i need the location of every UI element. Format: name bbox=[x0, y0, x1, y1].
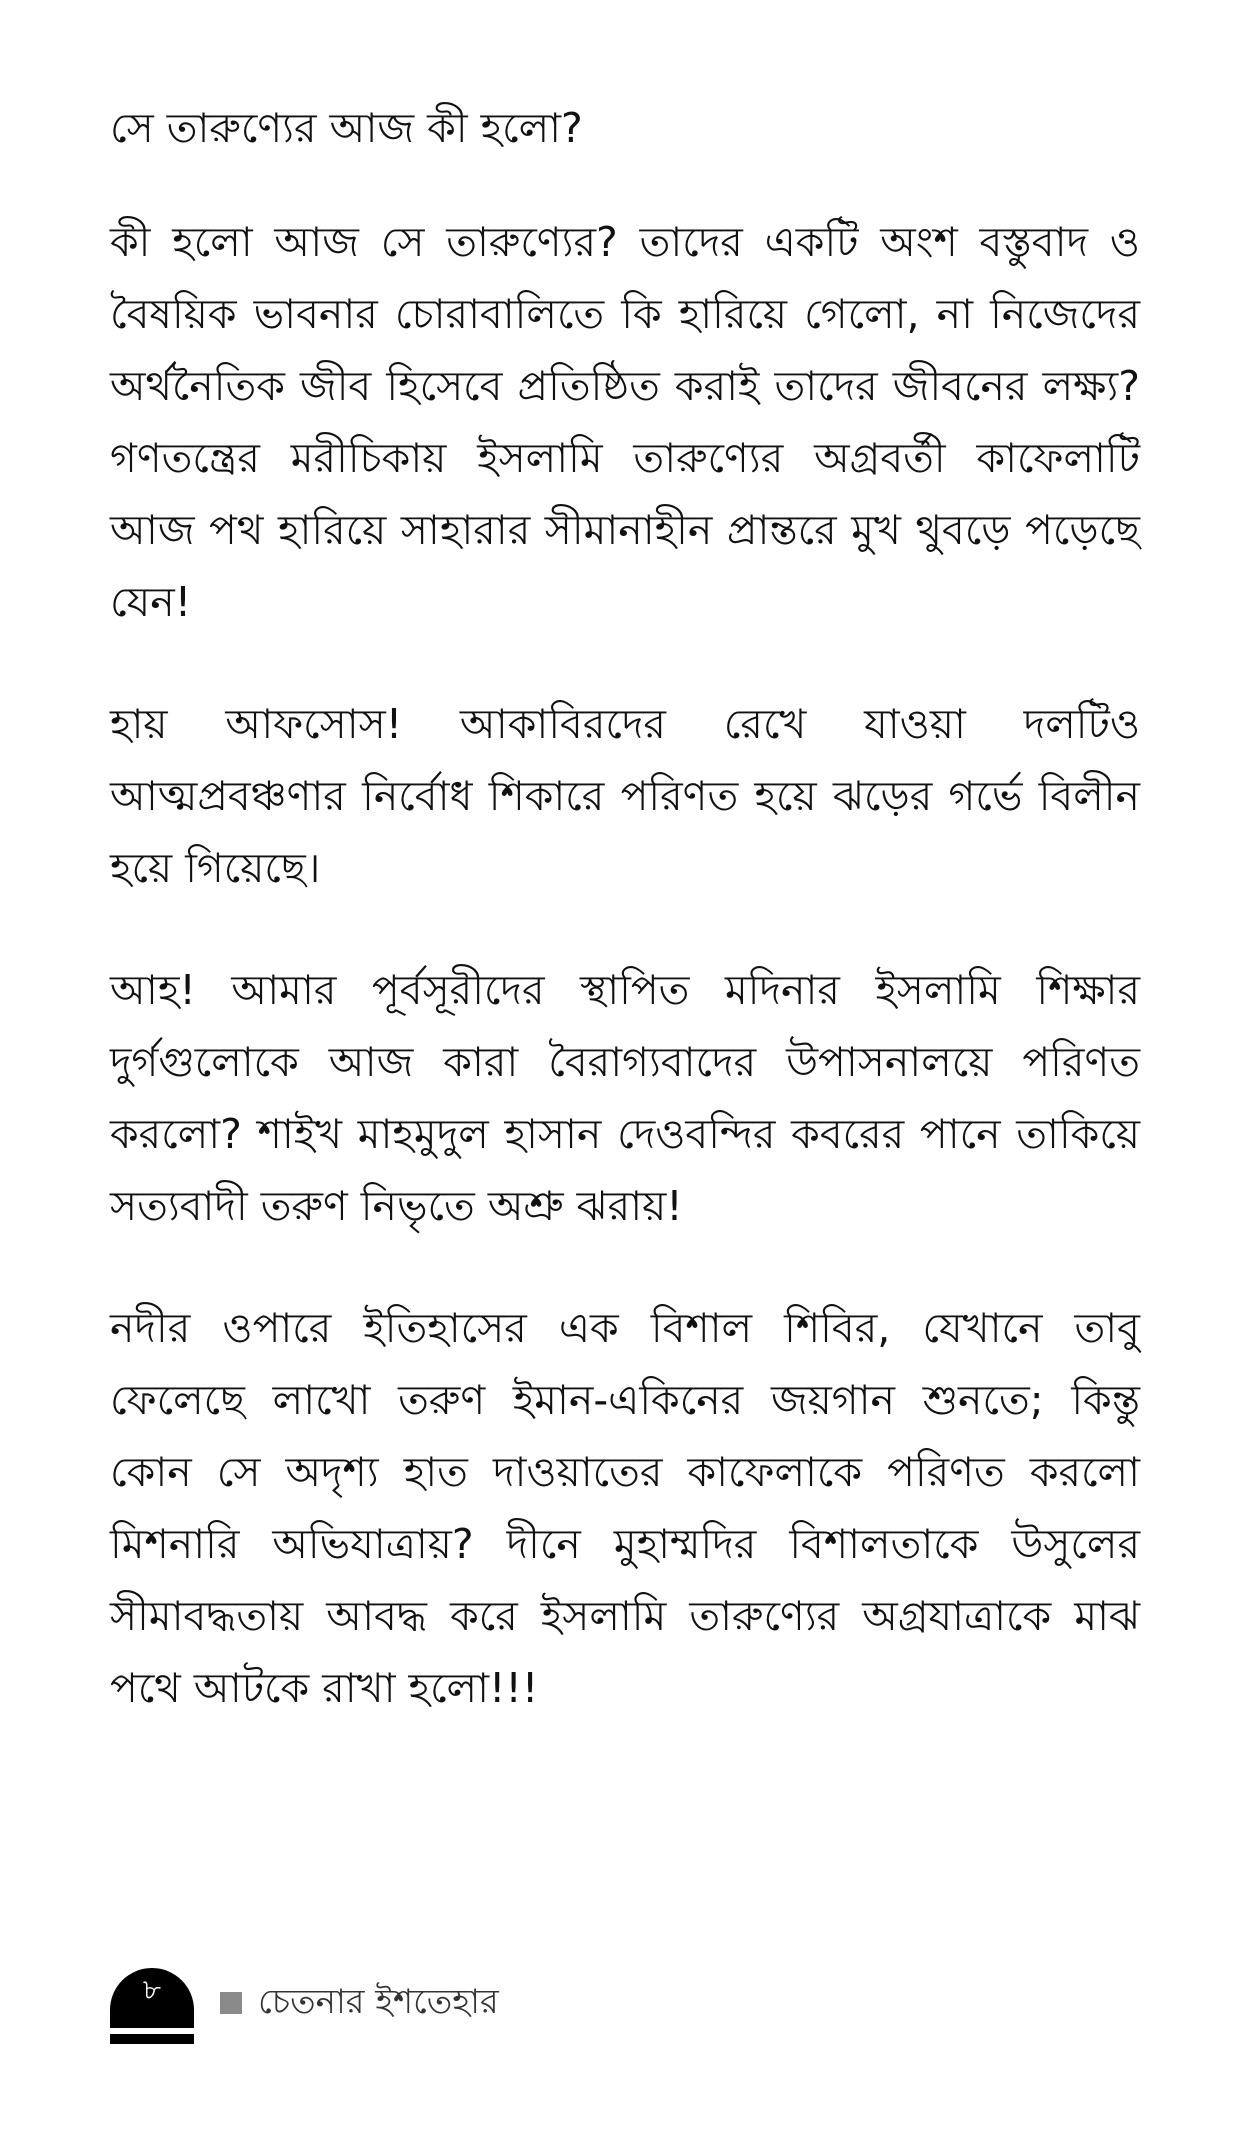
page-body bbox=[110, 92, 1140, 1774]
paragraph: কী হলো আজ সে তারুণ্যের? তাদের একটি অংশ বস্তুবাদ ও বৈষয়িক ভাবনার চোরাবালিতে কি হারিয়ে গেলো, না নিজেদের অর্থনৈতিক জীব হিসেবে প্রতিষ্ঠিত করাই তাদের জীবনের লক্ষ্য? গণতন্ত্রের মরীচিকায় ইসলামি তারুণ্যের অগ্রবর্তী কাফেলাটি আজ পথ হারিয়ে সাহারার সীমানাহীন প্রান্তরে মুখ থুবড়ে পড়েছে যেন! bbox=[110, 218, 1140, 626]
page-number-underline bbox=[110, 2034, 194, 2044]
opening-line: সে তারুণ্যের আজ কী হলো? bbox=[110, 104, 583, 152]
paragraph: হায় আফসোস! আকাবিরদের রেখে যাওয়া দলটিও আত্মপ্রবঞ্চণার নির্বোধ শিকারে পরিণত হয়ে ঝড়ের গর্ভে বিলীন হয়ে গিয়েছে। bbox=[110, 700, 1140, 892]
paragraph: নদীর ওপারে ইতিহাসের এক বিশাল শিবির, যেখানে তাবু ফেলেছে লাখো তরুণ ইমান-একিনের জয়গান শুনতে; কিন্তু কোন সে অদৃশ্য হাত দাওয়াতের কাফেলাকে পরিণত করলো মিশনারি অভিযাত্রায়? দীনে মুহাম্মদির বিশালতাকে উসুলের সীমাবদ্ধতায় আবদ্ধ করে ইসলামি তারুণ্যের অগ্রযাত্রাকে মাঝ পথে আটকে রাখা হলো!!! bbox=[110, 1304, 1140, 1712]
page-number: ৮ bbox=[142, 1973, 162, 2006]
page-number-badge bbox=[110, 1968, 194, 2028]
book-title: চেতনার ইশতেহার bbox=[258, 1982, 499, 2022]
paragraph: আহ! আমার পূর্বসূরীদের স্থাপিত মদিনার ইসলামি শিক্ষার দুর্গগুলোকে আজ কারা বৈরাগ্যবাদের উপাসনালয়ে পরিণত করলো? শাইখ মাহমুদুল হাসান দেওবন্দির কবরের পানে তাকিয়ে সত্যবাদী তরুণ নিভৃতে অশ্রু ঝরায়! bbox=[110, 966, 1140, 1230]
page-footer bbox=[110, 1968, 710, 2048]
square-bullet-icon bbox=[220, 1992, 242, 2014]
